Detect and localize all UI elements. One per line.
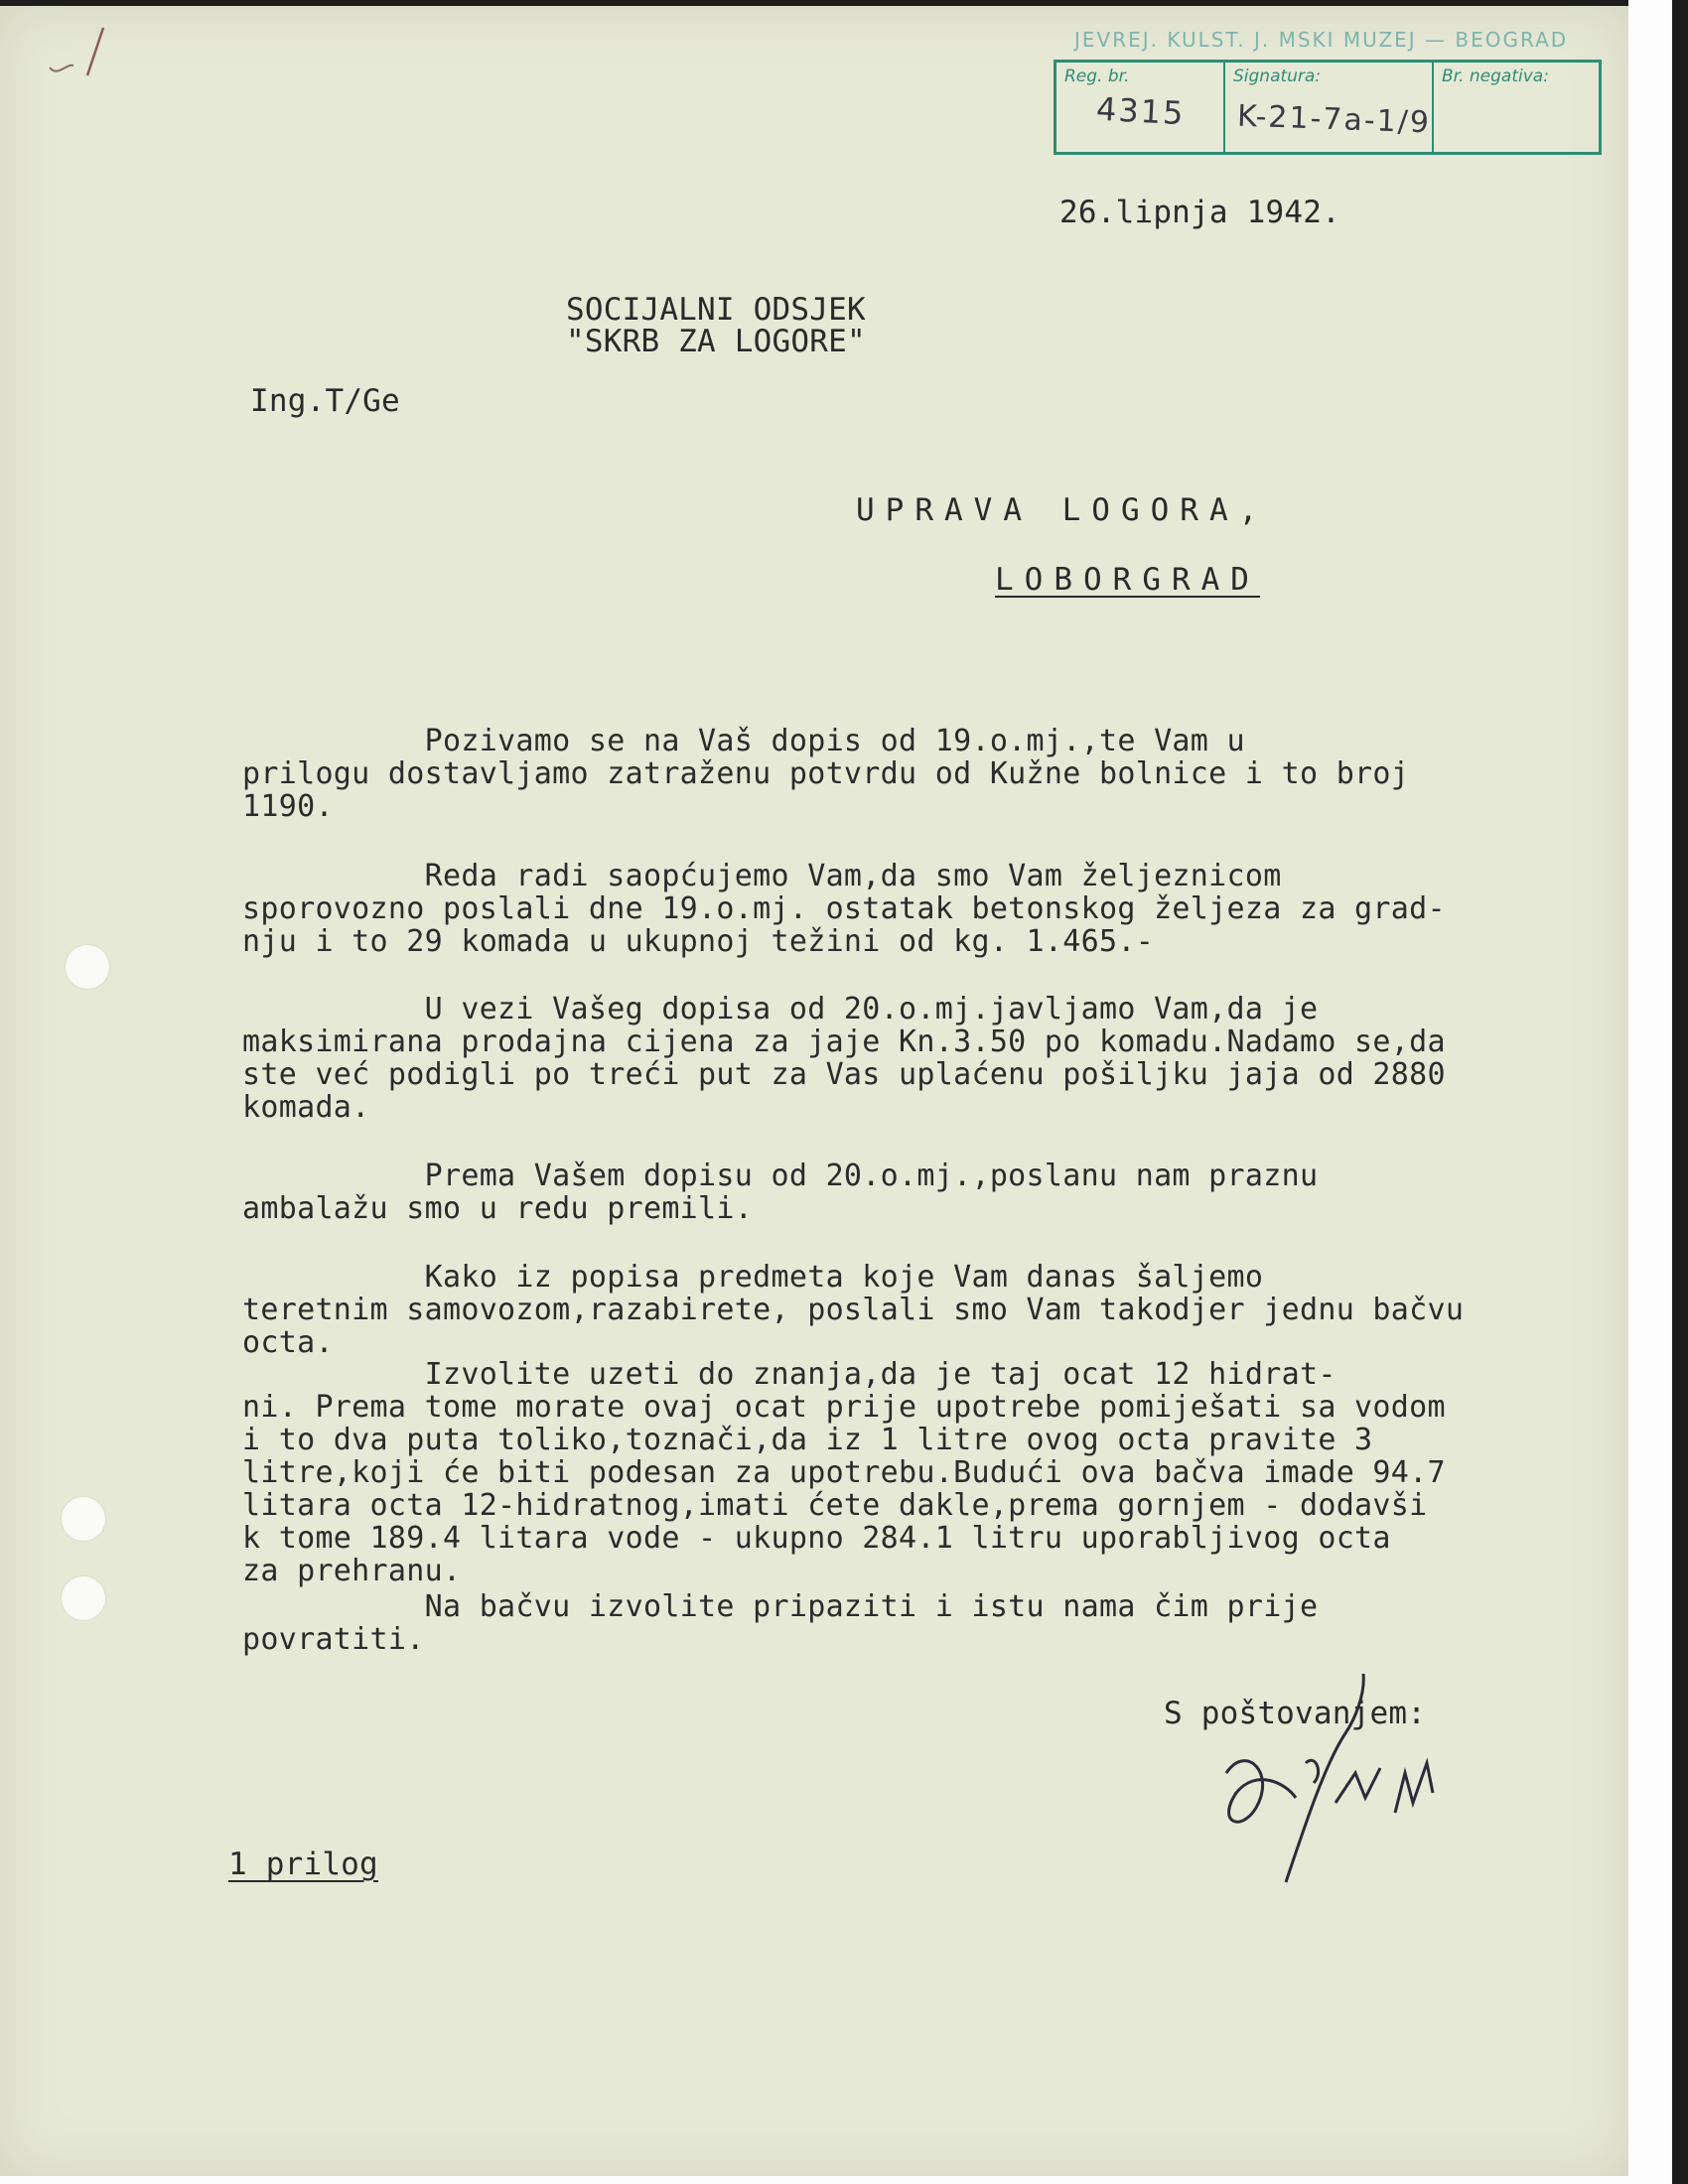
closing-salutation: S poštovanjem:: [1164, 1696, 1427, 1731]
paragraph-line: ste već podigli po treći put za Vas uplaćenu pošiljku jaja od 2880: [242, 1057, 1446, 1092]
stamp-cell-reg: [1056, 63, 1225, 152]
paragraph-line: Reda radi saopćujemo Vam,da smo Vam željeznicom: [242, 859, 1282, 893]
paragraph-2: [242, 860, 1446, 958]
paragraph-line: octa.: [242, 1325, 334, 1360]
scan-right-edge: [1672, 0, 1688, 2184]
paragraph-line: litara octa 12-hidratnog,imati ćete dakle,prema gornjem - dodavši: [242, 1488, 1428, 1523]
paragraph-line: sporovozno poslali dne 19.o.mj. ostatak betonskog željeza za grad-: [242, 891, 1446, 926]
paragraph-line: 1190.: [242, 789, 334, 824]
punch-hole: [62, 1576, 105, 1620]
punch-hole: [66, 945, 109, 989]
paragraph-line: maksimirana prodajna cijena za jaje Kn.3.50 po komadu.Nadamo se,da: [242, 1024, 1446, 1059]
signature: [1167, 1624, 1465, 1902]
paragraph-line: ambalažu smo u redu premili.: [242, 1191, 754, 1226]
stamp-reg-label: Reg. br.: [1064, 67, 1130, 86]
stamp-reg-value: 4315: [1095, 89, 1187, 133]
paragraph-line: povratiti.: [242, 1622, 425, 1657]
paragraph-line: komada.: [242, 1090, 370, 1125]
archive-stamp: [1050, 28, 1606, 167]
paragraph-4: [242, 1160, 1318, 1225]
paragraph-3: [242, 993, 1446, 1124]
paragraph-line: prilogu dostavljamo zatraženu potvrdu od Kužne bolnice i to broj: [242, 756, 1410, 791]
sender-line-2: "SKRB ZA LOGORE": [566, 324, 866, 359]
scan-right-margin: [1628, 0, 1688, 2184]
paragraph-7: [242, 1590, 1318, 1656]
paragraph-5: [242, 1261, 1464, 1359]
paragraph-1: [242, 725, 1409, 823]
paragraph-line: i to dva puta toliko,toznači,da iz 1 litre ovog octa pravite 3: [242, 1423, 1373, 1457]
paragraph-line: litre,koji će biti podesan za upotrebu.Budući ova bačva imade 94.7: [242, 1455, 1446, 1490]
paragraph-line: nju i to 29 komada u ukupnoj težini od kg. 1.465.-: [242, 924, 1155, 959]
stamp-negativ-label: Br. negativa:: [1442, 67, 1549, 86]
punch-hole: [62, 1497, 105, 1541]
recipient-line-2: LOBORGRAD: [995, 562, 1260, 598]
stamp-cell-negativ: [1434, 63, 1599, 152]
paragraph-line: Na bačvu izvolite pripaziti i istu nama čim prije: [242, 1589, 1319, 1624]
recipient-line-1: UPRAVA LOGORA,: [856, 492, 1269, 528]
stamp-box: [1054, 60, 1602, 155]
paragraph-line: ni. Prema tome morate ovaj ocat prije upotrebe pomiješati sa vodom: [242, 1390, 1446, 1425]
paper-sheet: [0, 6, 1628, 2176]
paragraph-6: [242, 1358, 1446, 1587]
paragraph-line: za prehranu.: [242, 1554, 462, 1588]
paragraph-line: teretnim samovozom,razabirete, poslali smo Vam takodjer jednu bačvu: [242, 1293, 1465, 1327]
paragraph-line: Pozivamo se na Vaš dopis od 19.o.mj.,te Vam u: [242, 724, 1245, 758]
paragraph-line: Prema Vašem dopisu od 20.o.mj.,poslanu nam praznu: [242, 1159, 1319, 1193]
stamp-signatura-value: K-21-7a-1/9: [1236, 98, 1432, 141]
paragraph-line: Kako iz popisa predmeta koje Vam danas šaljemo: [242, 1260, 1264, 1295]
paragraph-line: k tome 189.4 litara vode - ukupno 284.1 litru uporabljivog octa: [242, 1521, 1391, 1556]
enclosure-note: 1 prilog: [228, 1846, 378, 1882]
scan-bottom-edge: [0, 2176, 1628, 2184]
stamp-cell-signatura: [1225, 63, 1434, 152]
stamp-header: JEVREJ. KULST. J. MSKI MUZEJ — BEOGRAD: [1074, 28, 1569, 52]
letter-date: 26.lipnja 1942.: [1059, 195, 1340, 230]
sender-line-1: SOCIJALNI ODSJEK: [566, 292, 866, 328]
reference-code: Ing.T/Ge: [250, 383, 400, 419]
paragraph-line: U vezi Vašeg dopisa od 20.o.mj.javljamo Vam,da je: [242, 992, 1319, 1026]
pencil-mark: [44, 24, 123, 83]
paragraph-line: Izvolite uzeti do znanja,da je taj ocat 12 hidrat-: [242, 1357, 1336, 1392]
stamp-signatura-label: Signatura:: [1233, 67, 1322, 86]
